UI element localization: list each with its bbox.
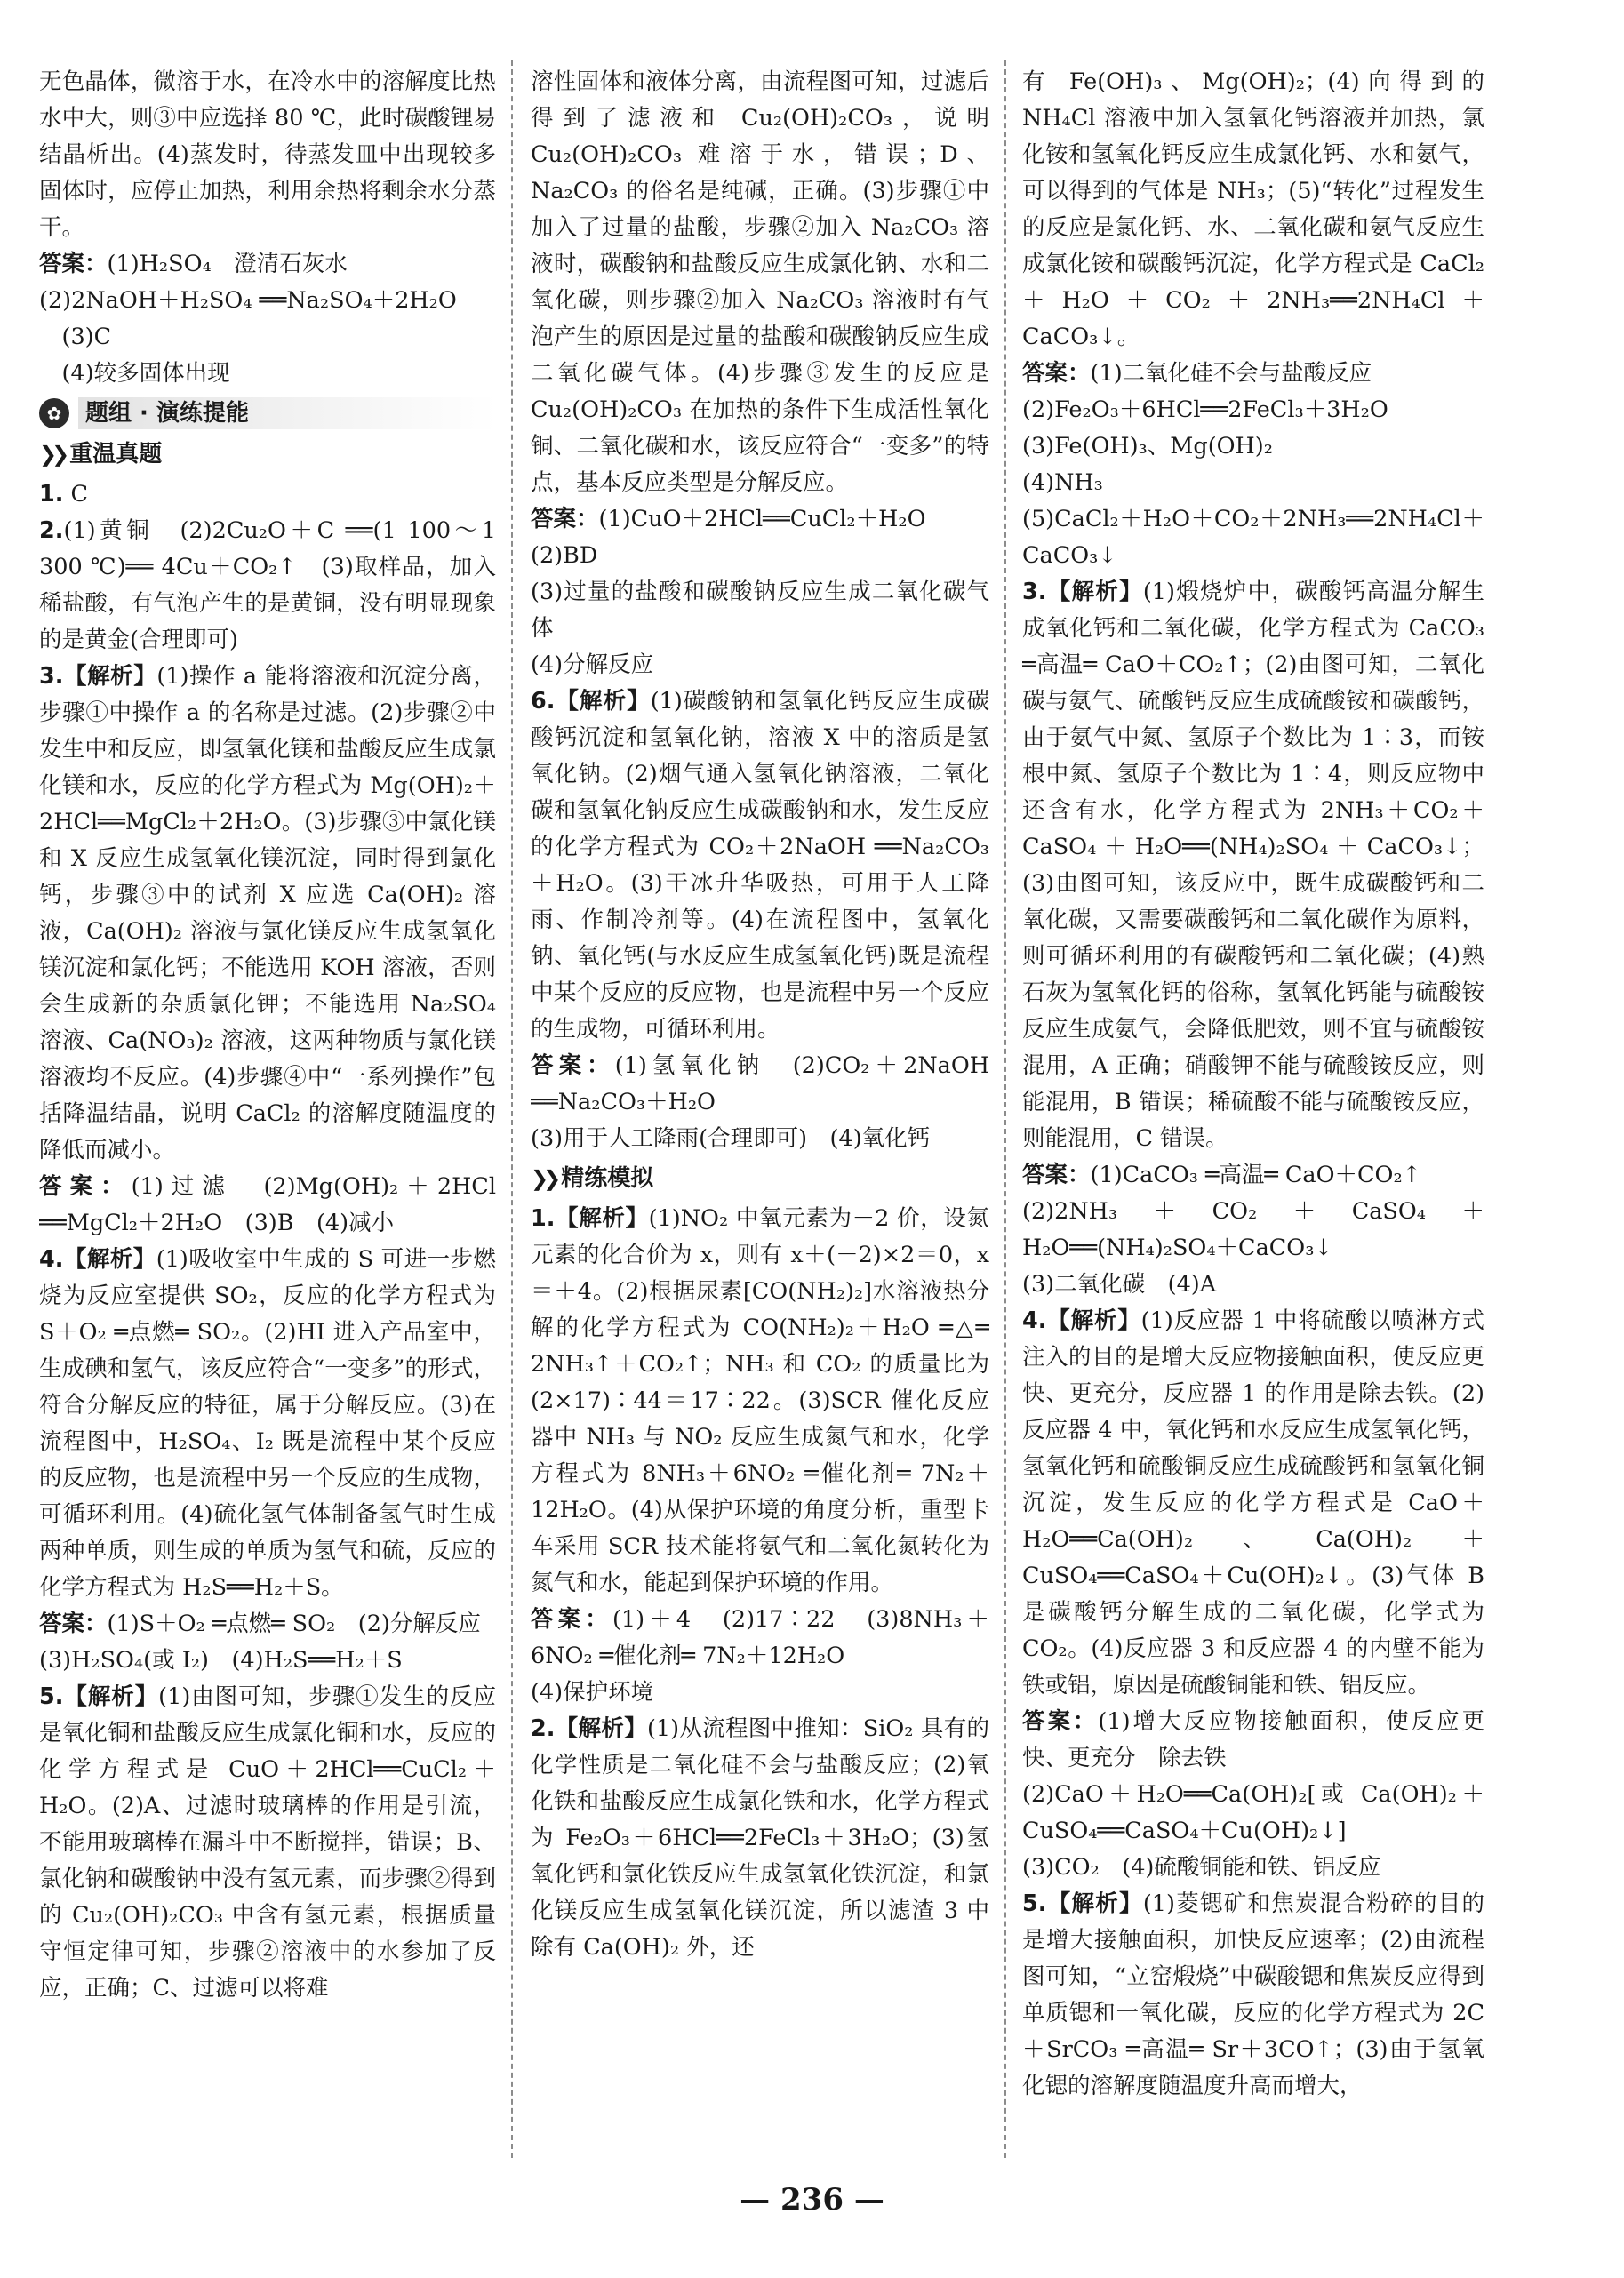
answer-line: [39, 246, 496, 283]
column-3: [1022, 64, 1484, 2162]
answer-text: (1)＋4 (2)17∶22 (3)8NH₃＋6NO₂ ═催化剂═ 7N₂＋12H₂O: [531, 1606, 989, 1669]
text-paragraph: [1022, 64, 1484, 356]
answer-label: 答案：: [39, 1611, 108, 1637]
answer-line: [531, 1048, 989, 1121]
question-item: [1022, 1303, 1484, 1704]
paragraph-text: (1)吸收室中生成的 S 可进一步燃烧为反应室提供 SO₂，反应的化学方程式为 S＋O₂ ═点燃═ SO₂。(2)HI 进入产品室中，生成碘和氢气，该反应符合“一变多”的形式，符合分解反应的特征，属于分解反应。(3)在流程图中，H₂SO₄、I₂ 既是流程中某个反应的反应物，也是流程中另一个反应的生成物，可循环利用。(4)硫化氢气体制备氢气时生成两种单质，则生成的单质为氢气和硫，反应的化学方程式为 H₂S══H₂＋S。: [39, 1246, 496, 1601]
answer-text: (1)二氧化硅不会与盐酸反应: [1090, 360, 1372, 387]
paragraph-text: (1)菱锶矿和焦炭混合粉碎的目的是增大接触面积，加快反应速率；(2)由流程图可知，“立窑煅烧”中碳酸锶和焦炭反应得到单质锶和一氧化碳，反应的化学方程式为 2C＋SrCO₃ ═高温═ Sr＋3CO↑；(3)由于氢氧化锶的溶解度随温度升高而增大，: [1022, 1890, 1484, 2099]
answer-label: 答案：: [1022, 360, 1091, 387]
paragraph-text: (3)CO₂ (4)硫酸铜能和铁、铝反应: [1022, 1854, 1381, 1881]
answer-text: (1)氢氧化钠 (2)CO₂＋2NaOH ══Na₂CO₃＋H₂O: [531, 1052, 989, 1115]
page-number: — 236 —: [740, 2182, 884, 2218]
text-paragraph: [39, 319, 496, 356]
subsection-title: 重温真题: [69, 441, 163, 468]
answer-label: 答案：: [531, 1052, 615, 1079]
answer-line: [1022, 356, 1484, 392]
subsection-header: [39, 436, 496, 473]
answer-text: (1)CuO＋2HCl══CuCl₂＋H₂O: [598, 506, 926, 532]
paragraph-text: (3)过量的盐酸和碳酸钠反应生成二氧化碳气体: [531, 579, 989, 642]
subsection-header: [531, 1161, 989, 1197]
answer-label: 答案：: [1022, 1162, 1091, 1188]
section-header: [39, 394, 496, 433]
question-item: [39, 476, 496, 513]
paragraph-text: (2)2NH₃＋CO₂＋CaSO₄＋H₂O══(NH₄)₂SO₄＋CaCO₃↓: [1022, 1198, 1484, 1261]
question-number: 4.: [39, 1246, 64, 1273]
question-item: [39, 513, 496, 659]
analysis-tag: 【解析】: [555, 688, 651, 715]
text-paragraph: [39, 356, 496, 392]
text-paragraph: [1022, 1777, 1484, 1850]
paragraph-text: (1)碳酸钠和氢氧化钙反应生成碳酸钙沉淀和氢氧化钠，溶液 X 中的溶质是氢氧化钠。(2)烟气通入氢氧化钠溶液，二氧化碳和氢氧化钠反应生成碳酸钠和水，发生反应的化学方程式为 CO₂＋2NaOH ══Na₂CO₃＋H₂O。(3)干冰升华吸热，可用于人工降雨、作制冷剂等。(4)在流程图中，氢氧化钠、氧化钙(与水反应生成氢氧化钙)既是流程中某个反应的反应物，也是流程中另一个反应的生成物，可循环利用。: [531, 688, 989, 1043]
text-paragraph: [1022, 1194, 1484, 1267]
question-item: [1022, 574, 1484, 1157]
question-item: [531, 1201, 989, 1602]
question-number: 1.: [531, 1205, 556, 1232]
analysis-tag: 【解析】: [63, 1683, 159, 1710]
text-paragraph: [1022, 1267, 1484, 1303]
analysis-tag: 【解析】: [555, 1205, 649, 1232]
paragraph-text: (3)H₂SO₄(或 I₂) (4)H₂S══H₂＋S: [39, 1647, 403, 1674]
answer-text: (1)CaCO₃ ═高温═ CaO＋CO₂↑: [1090, 1162, 1422, 1188]
answer-line: [39, 1169, 496, 1242]
answer-line: [39, 1606, 496, 1643]
question-number: 1.: [39, 481, 64, 508]
paragraph-text: (3)C: [39, 324, 112, 350]
text-paragraph: [531, 647, 989, 683]
paragraph-text: (1)操作 a 能将溶液和沉淀分离，步骤①中操作 a 的名称是过滤。(2)步骤②中发生中和反应，即氢氧化镁和盐酸反应生成氯化镁和水，反应的化学方程式为 Mg(OH)₂＋2HCl══MgCl₂＋2H₂O。(3)步骤③中氯化镁和 X 反应生成氢氧化镁沉淀，同时得到氯化钙，步骤③中的试剂 X 应选 Ca(OH)₂ 溶液，Ca(OH)₂ 溶液与氯化镁反应生成氢氧化镁沉淀和氯化钙；不能选用 KOH 溶液，否则会生成新的杂质氯化钾；不能选用 Na₂SO₄ 溶液、Ca(NO₃)₂ 溶液，这两种物质与氯化镁溶液均不反应。(4)步骤④中“一系列操作”包括降温结晶，说明 CaCl₂ 的溶解度随温度的降低而减小。: [39, 663, 496, 1163]
paragraph-text: (3)二氧化碳 (4)A: [1022, 1271, 1217, 1298]
answer-label: 答案：: [531, 1606, 612, 1633]
answer-text: (1)增大反应物接触面积，使反应更快、更充分 除去铁: [1022, 1708, 1484, 1771]
text-paragraph: [1022, 392, 1484, 428]
analysis-tag: 【解析】: [555, 1715, 647, 1742]
question-number: 2.: [39, 517, 64, 544]
question-number: 2.: [531, 1715, 556, 1742]
analysis-tag: 【解析】: [63, 663, 157, 690]
answer-text: (1)S＋O₂ ═点燃═ SO₂ (2)分解反应: [107, 1611, 481, 1637]
question-item: [39, 1242, 496, 1606]
analysis-tag: 【解析】: [1046, 1890, 1143, 1917]
paragraph-text: (3)Fe(OH)₃、Mg(OH)₂: [1022, 433, 1273, 460]
answer-line: [531, 501, 989, 538]
paragraph-text: (4)分解反应: [531, 651, 654, 678]
question-number: 5.: [39, 1683, 64, 1710]
text-paragraph: [1022, 1850, 1484, 1886]
answer-label: 答案：: [1022, 1708, 1099, 1735]
text-paragraph: [1022, 501, 1484, 574]
paragraph-text: (3)用于人工降雨(合理即可) (4)氧化钙: [531, 1125, 931, 1152]
text-paragraph: [39, 1643, 496, 1679]
text-paragraph: [531, 1121, 989, 1157]
column-1: [39, 64, 496, 2162]
answer-label: 答案：: [39, 251, 108, 277]
answer-line: [1022, 1704, 1484, 1777]
paragraph-text: 无色晶体，微溶于水，在冷水中的溶解度比热水中大，则③中应选择 80 ℃，此时碳酸锂易结晶析出。(4)蒸发时，待蒸发皿中出现较多固体时，应停止加热，利用余热将剩余水分蒸干。: [39, 68, 496, 241]
paragraph-text: (4)保护环境: [531, 1679, 654, 1706]
question-number: 3.: [39, 663, 64, 690]
question-number: 3.: [1022, 579, 1047, 605]
text-paragraph: [1022, 428, 1484, 465]
column-divider: [1004, 60, 1006, 2158]
text-paragraph: [531, 538, 989, 574]
paragraph-text: (1)煅烧炉中，碳酸钙高温分解生成氧化钙和二氧化碳，化学方程式为 CaCO₃ ═高温═ CaO＋CO₂↑；(2)由图可知，二氧化碳与氨气、硫酸钙反应生成硫酸铵和碳酸钙，由于氨气中氮、氢原子个数比为 1∶3，而铵根中氮、氢原子个数比为 1∶4，则反应物中还含有水，化学方程式为 2NH₃＋CO₂＋CaSO₄＋H₂O══(NH₄)₂SO₄＋CaCO₃↓；(3)由图可知，该反应中，既生成碳酸钙和二氧化碳，又需要碳酸钙和二氧化碳作为原料，则可循环利用的有碳酸钙和二氧化碳；(4)熟石灰为氢氧化钙的俗称，氢氧化钙能与硫酸铵反应生成氨气，会降低肥效，则不宜与硫酸铵混用，A 正确；硝酸钾不能与硫酸铵反应，则能混用，B 错误；稀硫酸不能与硫酸铵反应，则能混用，C 错误。: [1022, 579, 1484, 1152]
question-item: [531, 1711, 989, 1966]
text-paragraph: [531, 574, 989, 647]
analysis-tag: 【解析】: [1046, 579, 1143, 605]
subsection-title: 精练模拟: [561, 1165, 654, 1192]
text-paragraph: [531, 64, 989, 501]
section-title: 题组 · 演练提能: [78, 397, 496, 429]
paragraph-text: (1)黄铜 (2)2Cu₂O＋C ══(1 100～1 300 ℃)══ 4Cu＋CO₂↑ (3)取样品，加入稀盐酸，有气泡产生的是黄铜，没有明显现象的是黄金(合理即可): [39, 517, 496, 653]
analysis-tag: 【解析】: [1046, 1307, 1141, 1334]
column-divider: [511, 60, 513, 2158]
paragraph-text: (1)从流程图中推知：SiO₂ 具有的化学性质是二氧化硅不会与盐酸反应；(2)氧化铁和盐酸反应生成氯化铁和水，化学方程式为 Fe₂O₃＋6HCl══2FeCl₃＋3H₂O；(3)氢氧化钙和氯化铁反应生成氢氧化铁沉淀，和氯化镁反应生成氢氧化镁沉淀，所以滤渣 3 中除有 Ca(OH)₂ 外，还: [531, 1715, 989, 1961]
flower-icon: ✿: [39, 398, 69, 428]
double-chevron-icon: ❯❯: [39, 442, 65, 467]
question-item: [39, 1679, 496, 2007]
paragraph-text: (4)较多固体出现: [39, 360, 230, 387]
question-number: 6.: [531, 688, 556, 715]
paragraph-text: (2)2NaOH＋H₂SO₄ ══Na₂SO₄＋2H₂O: [39, 287, 457, 314]
answer-label: 答案：: [531, 506, 599, 532]
analysis-tag: 【解析】: [63, 1246, 156, 1273]
paragraph-text: 有 Fe(OH)₃、Mg(OH)₂；(4)向得到的 NH₄Cl 溶液中加入氢氧化钙溶液并加热，氯化铵和氢氧化钙反应生成氯化钙、水和氨气，可以得到的气体是 NH₃；(5)“转化”过程发生的反应是氯化钙、水、二氧化碳和氨气反应生成氯化铵和碳酸钙沉淀，化学方程式是 CaCl₂＋H₂O＋CO₂＋2NH₃══2NH₄Cl＋CaCO₃↓。: [1022, 68, 1484, 350]
answer-label: 答案：: [39, 1173, 132, 1200]
text-paragraph: [39, 64, 496, 246]
question-number: 4.: [1022, 1307, 1047, 1334]
text-paragraph: [531, 1675, 989, 1711]
answer-text: (1)H₂SO₄ 澄清石灰水: [107, 251, 348, 277]
column-2: [531, 64, 989, 2162]
paragraph-text: (1)反应器 1 中将硫酸以喷淋方式注入的目的是增大反应物接触面积，使反应更快、更充分，反应器 1 的作用是除去铁。(2)反应器 4 中，氧化钙和水反应生成氢氧化钙，氢氧化钙和硫酸铜反应生成硫酸钙和氢氧化铜沉淀，发生反应的化学方程式是 CaO＋H₂O══Ca(OH)₂、Ca(OH)₂＋CuSO₄══CaSO₄＋Cu(OH)₂↓。(3)气体 B 是碳酸钙分解生成的二氧化碳，化学式为 CO₂。(4)反应器 3 和反应器 4 的内壁不能为铁或铝，原因是硫酸铜能和铁、铝反应。: [1022, 1307, 1484, 1699]
paragraph-text: (4)NH₃: [1022, 469, 1103, 496]
text-paragraph: [39, 283, 496, 319]
answer-text: (1)过滤 (2)Mg(OH)₂＋2HCl ══MgCl₂＋2H₂O (3)B (4)减小: [39, 1173, 496, 1236]
double-chevron-icon: ❯❯: [531, 1166, 556, 1191]
answer-line: [531, 1602, 989, 1675]
paragraph-text: (5)CaCl₂＋H₂O＋CO₂＋2NH₃══2NH₄Cl＋CaCO₃↓: [1022, 506, 1484, 569]
paragraph-text: (2)BD: [531, 542, 598, 569]
question-item: [531, 683, 989, 1048]
text-paragraph: [1022, 465, 1484, 501]
paragraph-text: (1)NO₂ 中氧元素为－2 价，设氮元素的化合价为 x，则有 x＋(－2)×2＝0，x＝＋4。(2)根据尿素[CO(NH₂)₂]水溶液热分解的化学方程式为 CO(NH₂)₂＋H₂O ═△═ 2NH₃↑＋CO₂↑；NH₃ 和 CO₂ 的质量比为(2×17)∶44＝17∶22。(3)SCR 催化反应器中 NH₃ 与 NO₂ 反应生成氮气和水，化学方程式为 8NH₃＋6NO₂ ═催化剂═ 7N₂＋12H₂O。(4)从保护环境的角度分析，重型卡车采用 SCR 技术能将氨气和二氧化氮转化为氮气和水，能起到保护环境的作用。: [531, 1205, 989, 1596]
question-item: [39, 659, 496, 1169]
paragraph-text: 溶性固体和液体分离，由流程图可知，过滤后得到了滤液和 Cu₂(OH)₂CO₃，说明 Cu₂(OH)₂CO₃ 难溶于水，错误；D、Na₂CO₃ 的俗名是纯碱，正确。(3)步骤①中加入了过量的盐酸，步骤②加入 Na₂CO₃ 溶液时，碳酸钠和盐酸反应生成氯化钠、水和二氧化碳，则步骤②加入 Na₂CO₃ 溶液时有气泡产生的原因是过量的盐酸和碳酸钠反应生成二氧化碳气体。(4)步骤③发生的反应是 Cu₂(OH)₂CO₃ 在加热的条件下生成活性氧化铜、二氧化碳和水，该反应符合“一变多”的特点，基本反应类型是分解反应。: [531, 68, 989, 496]
question-item: [1022, 1886, 1484, 2105]
paragraph-text: (1)由图可知，步骤①发生的反应是氧化铜和盐酸反应生成氯化铜和水，反应的化学方程式是 CuO＋2HCl══CuCl₂＋H₂O。(2)A、过滤时玻璃棒的作用是引流，不能用玻璃棒在漏斗中不断搅拌，错误；B、氯化钠和碳酸钠中没有氢元素，而步骤②得到的 Cu₂(OH)₂CO₃ 中含有氢元素，根据质量守恒定律可知，步骤②溶液中的水参加了反应，正确；C、过滤可以将难: [39, 1683, 496, 2002]
paragraph-text: (2)Fe₂O₃＋6HCl══2FeCl₃＋3H₂O: [1022, 396, 1388, 423]
paragraph-text: (2)CaO＋H₂O══Ca(OH)₂[或 Ca(OH)₂＋CuSO₄══CaSO₄＋Cu(OH)₂↓]: [1022, 1781, 1484, 1844]
paragraph-text: C: [63, 481, 89, 508]
question-number: 5.: [1022, 1890, 1047, 1917]
answer-line: [1022, 1157, 1484, 1194]
